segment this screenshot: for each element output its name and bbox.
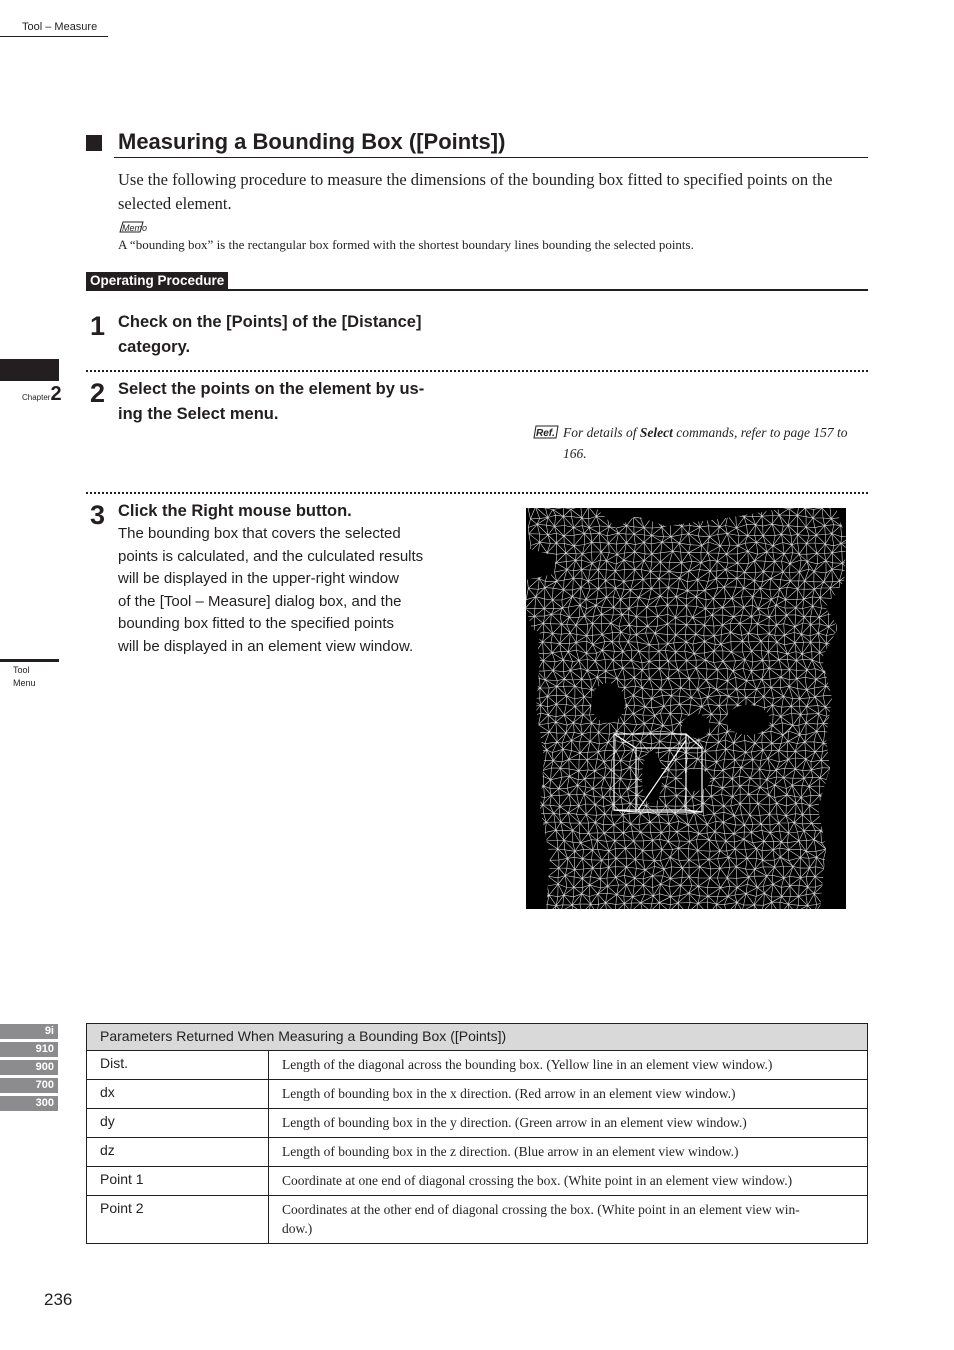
section-tab-rule [0, 659, 59, 662]
param-name: Dist. [87, 1051, 269, 1080]
param-description-line: dow.) [282, 1221, 313, 1236]
ref-icon-label: Ref. [536, 428, 555, 439]
model-badge: 300 [0, 1096, 58, 1111]
step-title [118, 377, 424, 427]
step-title [118, 310, 421, 360]
ref-text-part: commands, refer to page 157 to [672, 425, 848, 440]
param-description: Length of bounding box in the z direction. (Blue arrow in an element view window.) [269, 1138, 868, 1167]
model-badge: 700 [0, 1078, 58, 1093]
operating-procedure-label: Operating Procedure [86, 272, 228, 290]
param-name: dx [87, 1080, 269, 1109]
step-body-line: points is calculated, and the culculated results [118, 547, 424, 565]
page-number: 236 [44, 1290, 73, 1309]
table-header-row [87, 1024, 868, 1051]
parameters-table [86, 1023, 868, 1244]
wireframe-face-screenshot [526, 508, 846, 909]
header-rule [0, 36, 108, 37]
param-description: Length of the diagonal across the bounding box. (Yellow line in an element view window.) [269, 1051, 868, 1080]
param-name: dy [87, 1109, 269, 1138]
chapter-word: Chapter [22, 393, 51, 402]
table-row [87, 1109, 868, 1138]
model-list [0, 1024, 58, 1114]
reference-note [563, 422, 869, 464]
step-number: 1 [90, 311, 106, 341]
step-body-line: will be displayed in an element view window. [118, 637, 414, 655]
ref-text-part: For details of [563, 425, 640, 440]
param-description-line: Coordinates at the other end of diagonal crossing the box. (White point in an element view win- [282, 1202, 800, 1217]
intro-paragraph: Use the following procedure to measure the dimensions of the bounding box fitted to specified points on the selected element. [118, 170, 833, 213]
table-row [87, 1196, 868, 1244]
ref-text-bold: Select [639, 425, 673, 440]
section-tab-label [13, 664, 36, 690]
table-row [87, 1167, 868, 1196]
param-description: Length of bounding box in the y direction. (Green arrow in an element view window.) [269, 1109, 868, 1138]
step-body-line: bounding box fitted to the specified points [118, 615, 395, 633]
memo-text: A “bounding box” is the rectangular box formed with the shortest boundary lines bounding the selected points. [118, 237, 694, 252]
section-tab-line2: Menu [13, 678, 36, 688]
operating-procedure-rule [86, 289, 868, 291]
ref-icon [533, 425, 559, 439]
memo-icon [118, 221, 148, 233]
step-title-line: Check on the [Points] of the [Distance] [118, 313, 422, 331]
param-description [269, 1196, 868, 1244]
section-title: Measuring a Bounding Box ([Points]) [118, 129, 506, 154]
param-description: Coordinate at one end of diagonal crossing the box. (White point in an element view window.) [269, 1167, 868, 1196]
param-description: Length of bounding box in the x direction. (Red arrow in an element view window.) [269, 1080, 868, 1109]
step-body [118, 523, 423, 659]
table-row [87, 1138, 868, 1167]
step-title-line: ing the Select menu. [118, 405, 279, 423]
param-name: Point 2 [87, 1196, 269, 1244]
step-title: Click the Right mouse button. [118, 502, 352, 520]
title-rule [114, 157, 868, 158]
step-number: 2 [90, 378, 106, 408]
step-title-line: category. [118, 338, 191, 356]
running-header: Tool – Measure [22, 21, 98, 33]
model-badge: 910 [0, 1042, 58, 1057]
chapter-label [22, 383, 62, 406]
title-square-icon [86, 135, 102, 151]
param-name: Point 1 [87, 1167, 269, 1196]
step-divider [86, 370, 868, 372]
model-badge: 900 [0, 1060, 58, 1075]
step-number: 3 [90, 500, 106, 530]
chapter-number: 2 [50, 383, 62, 405]
step-body-line: The bounding box that covers the selected [118, 525, 401, 542]
ref-text-part: 166. [563, 446, 587, 461]
step-body-line: will be displayed in the upper-right window [118, 570, 399, 588]
step-body-line: of the [Tool – Measure] dialog box, and the [118, 592, 402, 610]
model-badge: 9i [0, 1024, 58, 1039]
memo-icon-label: Memo [122, 223, 148, 233]
section-tab-line1: Tool [13, 665, 30, 675]
table-header: Parameters Returned When Measuring a Bounding Box ([Points]) [87, 1024, 868, 1051]
param-name: dz [87, 1138, 269, 1167]
step-title-line: Select the points on the element by us- [118, 380, 425, 398]
step-divider [86, 492, 868, 494]
table-row [87, 1080, 868, 1109]
chapter-tab [0, 359, 59, 381]
table-row [87, 1051, 868, 1080]
